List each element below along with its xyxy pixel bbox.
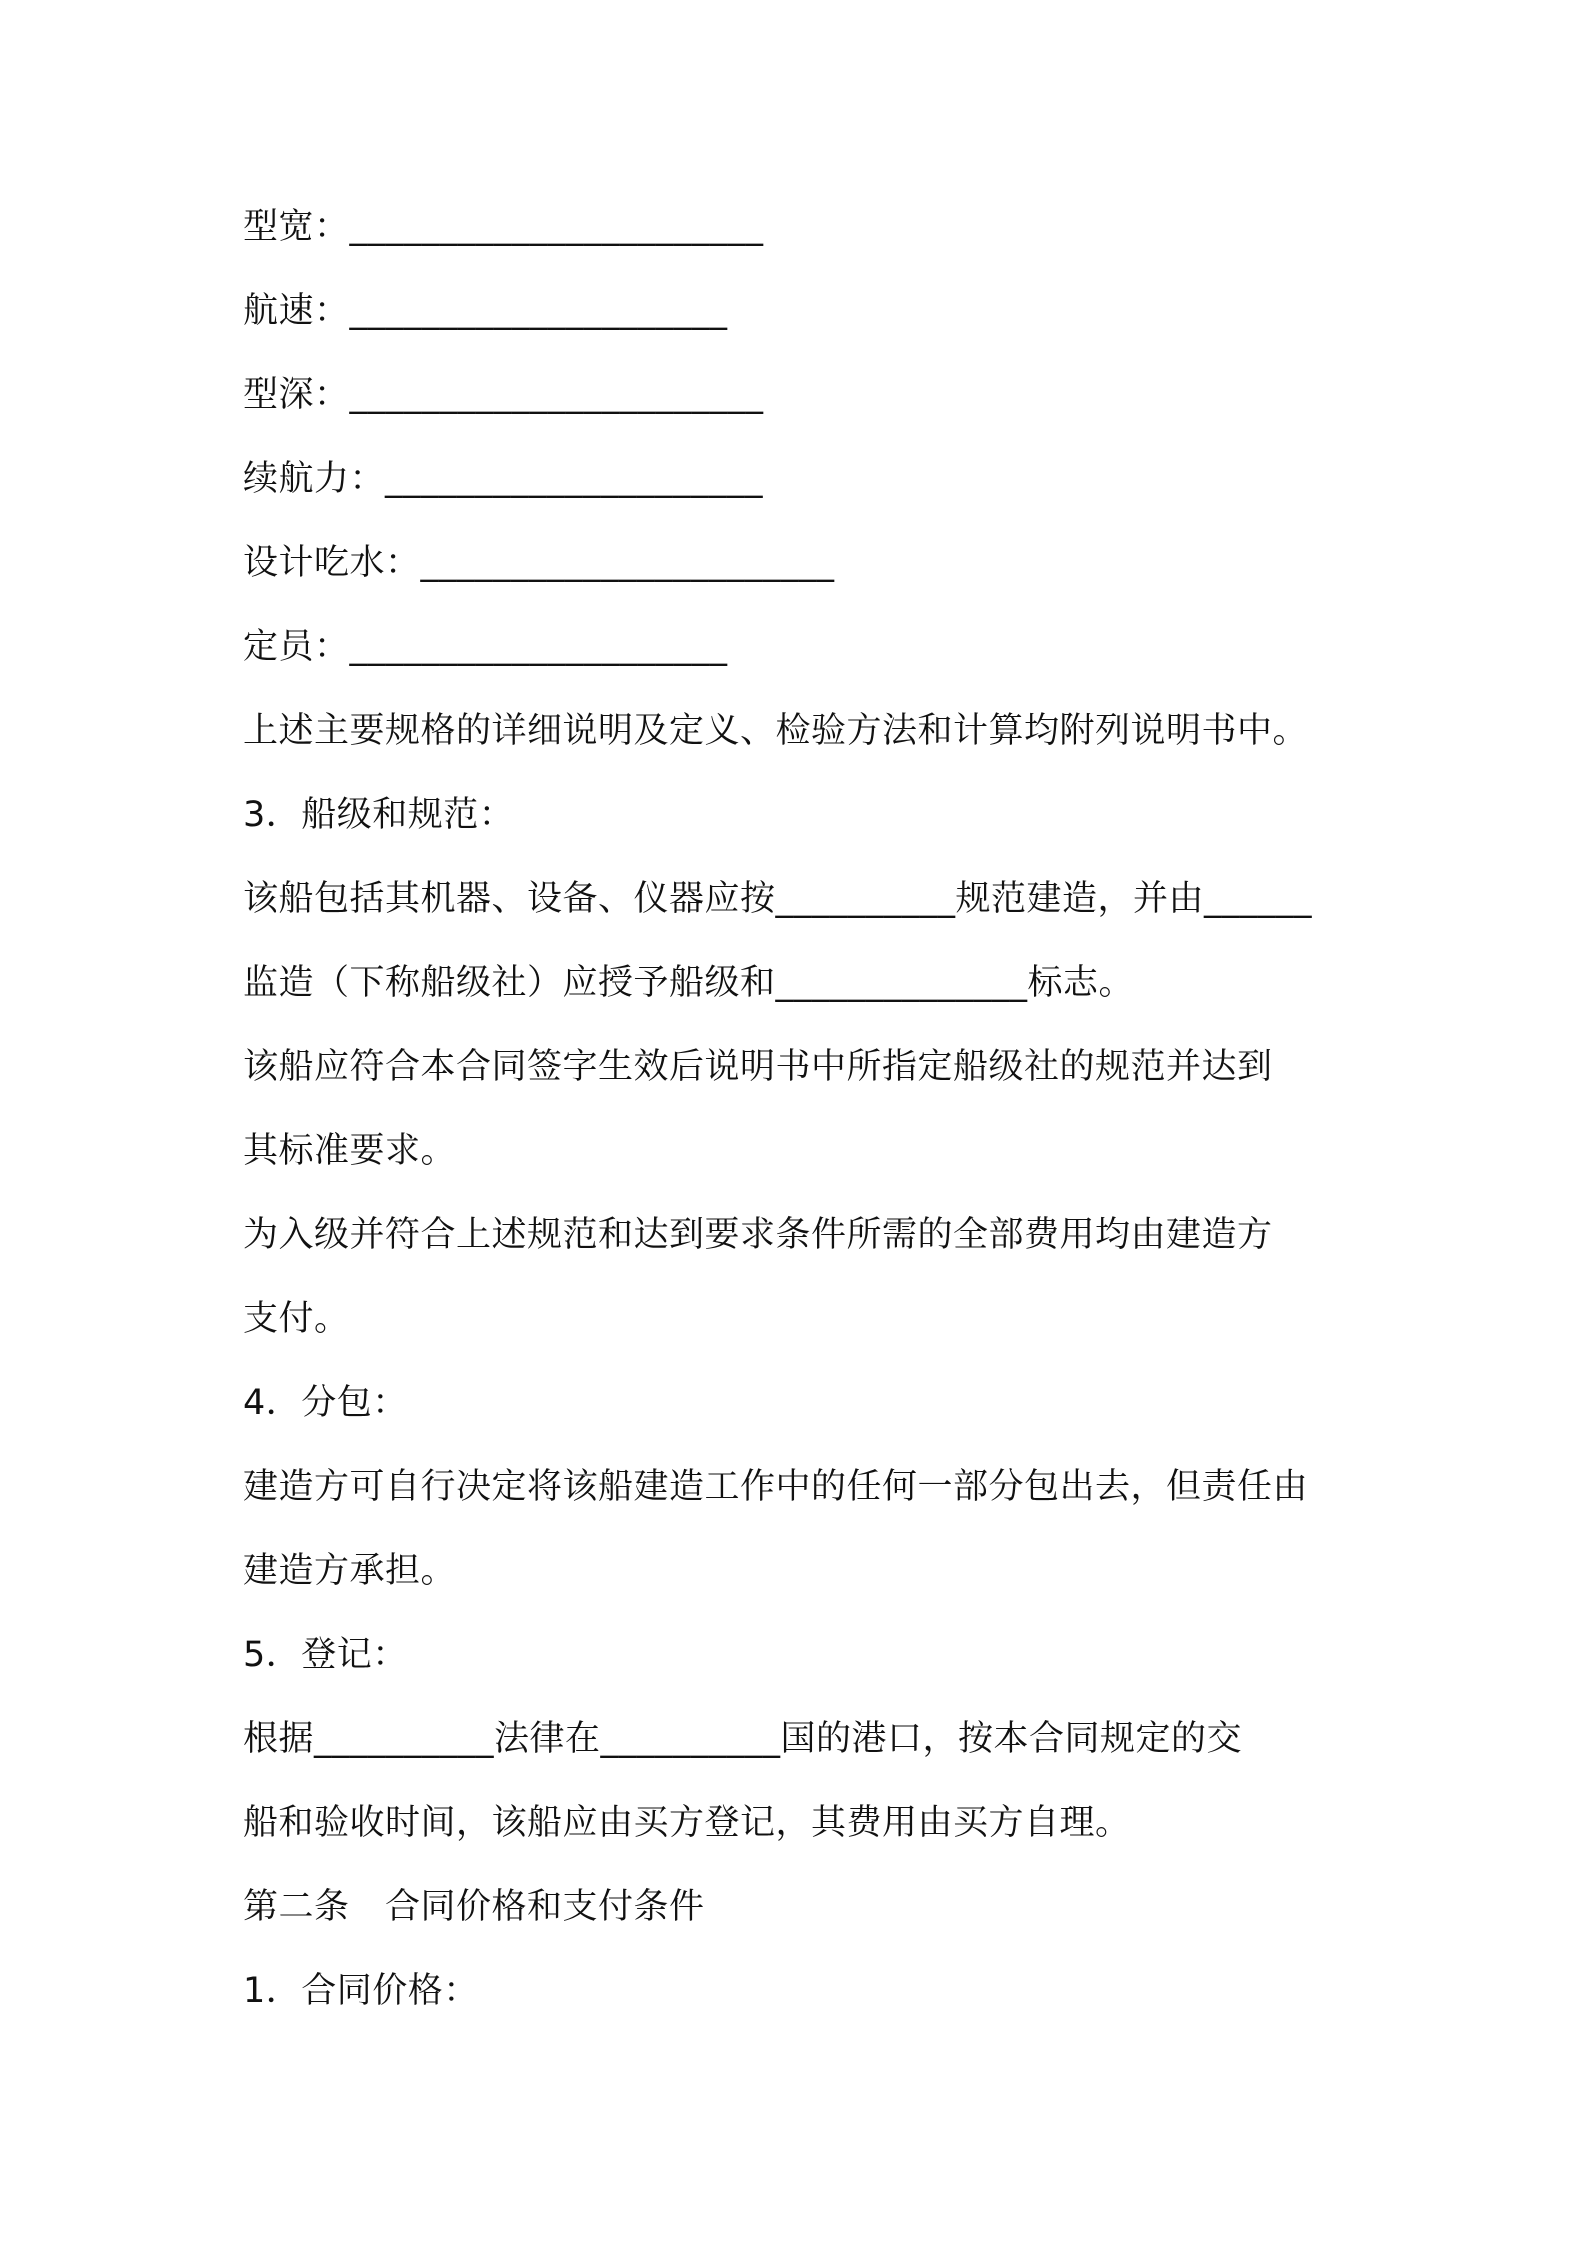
section-heading-price: 1．合同价格： bbox=[243, 1971, 479, 2011]
section-heading-subcontract: 4．分包： bbox=[243, 1383, 408, 1423]
paragraph-line: 该船包括其机器、设备、仪器应按__________规范建造，并由______ bbox=[243, 879, 1313, 919]
spec-note-paragraph: 上述主要规格的详细说明及定义、检验方法和计算均附列说明书中。 bbox=[243, 711, 1309, 751]
section-heading-registration: 5．登记： bbox=[243, 1635, 408, 1675]
paragraph-line: 其标准要求。 bbox=[243, 1131, 457, 1171]
paragraph-line: 支付。 bbox=[243, 1299, 350, 1339]
paragraph-line: 船和验收时间，该船应由买方登记，其费用由买方自理。 bbox=[243, 1803, 1131, 1843]
spec-endurance: 续航力：_____________________ bbox=[243, 459, 764, 499]
spec-complement: 定员：_____________________ bbox=[243, 627, 728, 667]
spec-depth: 型深：_______________________ bbox=[243, 375, 764, 415]
paragraph-line: 根据__________法律在__________国的港口，按本合同规定的交 bbox=[243, 1719, 1243, 1759]
paragraph-line: 监造（下称船级社）应授予船级和______________标志。 bbox=[243, 963, 1135, 1003]
paragraph-line: 建造方承担。 bbox=[243, 1551, 457, 1591]
article-heading: 第二条 合同价格和支付条件 bbox=[243, 1887, 705, 1927]
spec-beam: 型宽：_______________________ bbox=[243, 207, 764, 247]
paragraph-line: 为入级并符合上述规范和达到要求条件所需的全部费用均由建造方 bbox=[243, 1215, 1273, 1255]
section-heading-class: 3．船级和规范： bbox=[243, 795, 515, 835]
paragraph-line: 建造方可自行决定将该船建造工作中的任何一部分包出去，但责任由 bbox=[243, 1467, 1309, 1507]
paragraph-line: 该船应符合本合同签字生效后说明书中所指定船级社的规范并达到 bbox=[243, 1047, 1273, 1087]
spec-speed: 航速：_____________________ bbox=[243, 291, 728, 331]
spec-design-draft: 设计吃水：_______________________ bbox=[243, 543, 835, 583]
